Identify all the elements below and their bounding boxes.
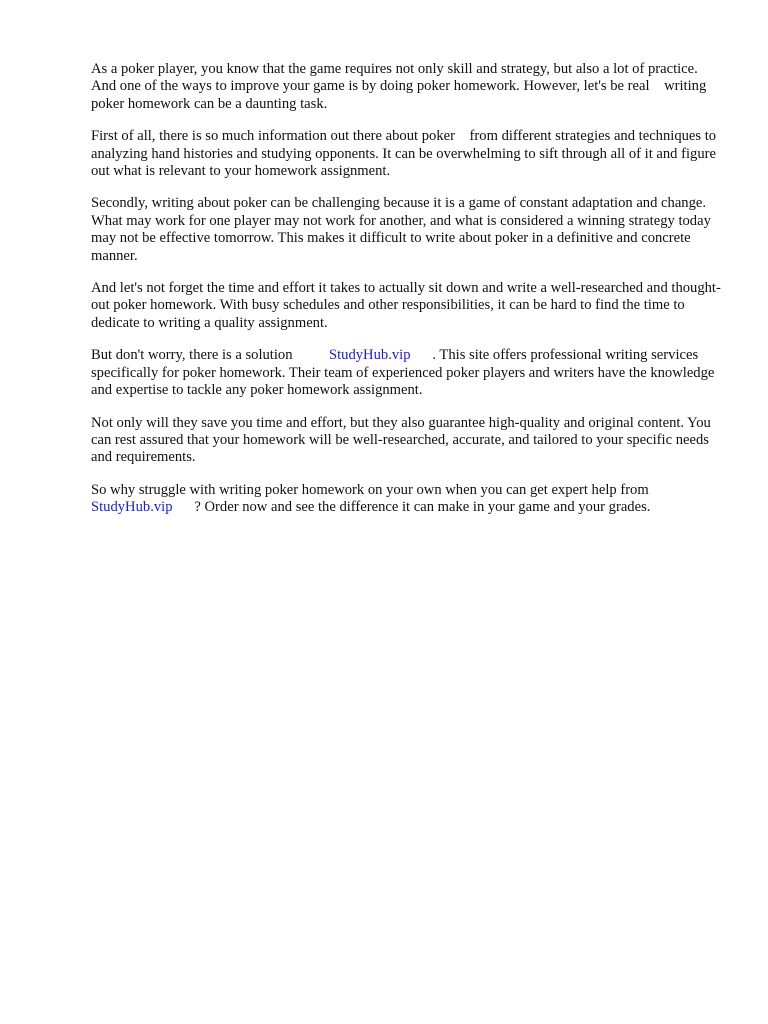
studyhub-link[interactable]: StudyHub.vip	[329, 347, 411, 364]
closing-text-after: ? Order now and see the difference it can make in your game and your grades.	[194, 499, 651, 516]
paragraph-adaptation: Secondly, writing about poker can be challenging because it is a game of constant adaptation and change. What may work for one player may not work for another, and what is considered a winning strategy today may not be effective tomorrow. This makes it difficult to write about poker in a definitive and concrete manner.	[91, 195, 711, 264]
solution-text-before: But don't worry, there is a solution	[91, 347, 293, 364]
paragraph-time-effort: And let's not forget the time and effort it takes to actually sit down and write a well-researched and thought-out poker homework. With busy schedules and other responsibilities, it can be hard to find the time to dedicate to writing a quality assignment.	[91, 280, 721, 331]
paragraph-solution	[91, 347, 721, 399]
closing-text-before: So why struggle with writing poker homework on your own when you can get expert help from	[91, 481, 649, 498]
paragraph-closing	[91, 482, 721, 517]
solution-text-after: . This site offers professional writing services specifically for poker homework. Their team of experienced poker players and writers have the knowledge and expertise to tackle any poker homework assignment.	[91, 347, 715, 399]
document-body	[91, 61, 721, 532]
studyhub-link-closing[interactable]: StudyHub.vip	[91, 499, 173, 516]
paragraph-guarantee: Not only will they save you time and effort, but they also guarantee high-quality and original content. You can rest assured that your homework will be well-researched, accurate, and tailored to your specific needs and requirements.	[91, 414, 711, 466]
paragraph-intro: As a poker player, you know that the game requires not only skill and strategy, but also a lot of practice. And one of the ways to improve your game is by doing poker homework. However, let's be real writing poker homework can be a daunting task.	[91, 61, 707, 112]
paragraph-information: First of all, there is so much information out there about poker from different strategies and techniques to analyzing hand histories and studying opponents. It can be overwhelming to sift through all of it and figure out what is relevant to your homework assignment.	[91, 128, 717, 180]
